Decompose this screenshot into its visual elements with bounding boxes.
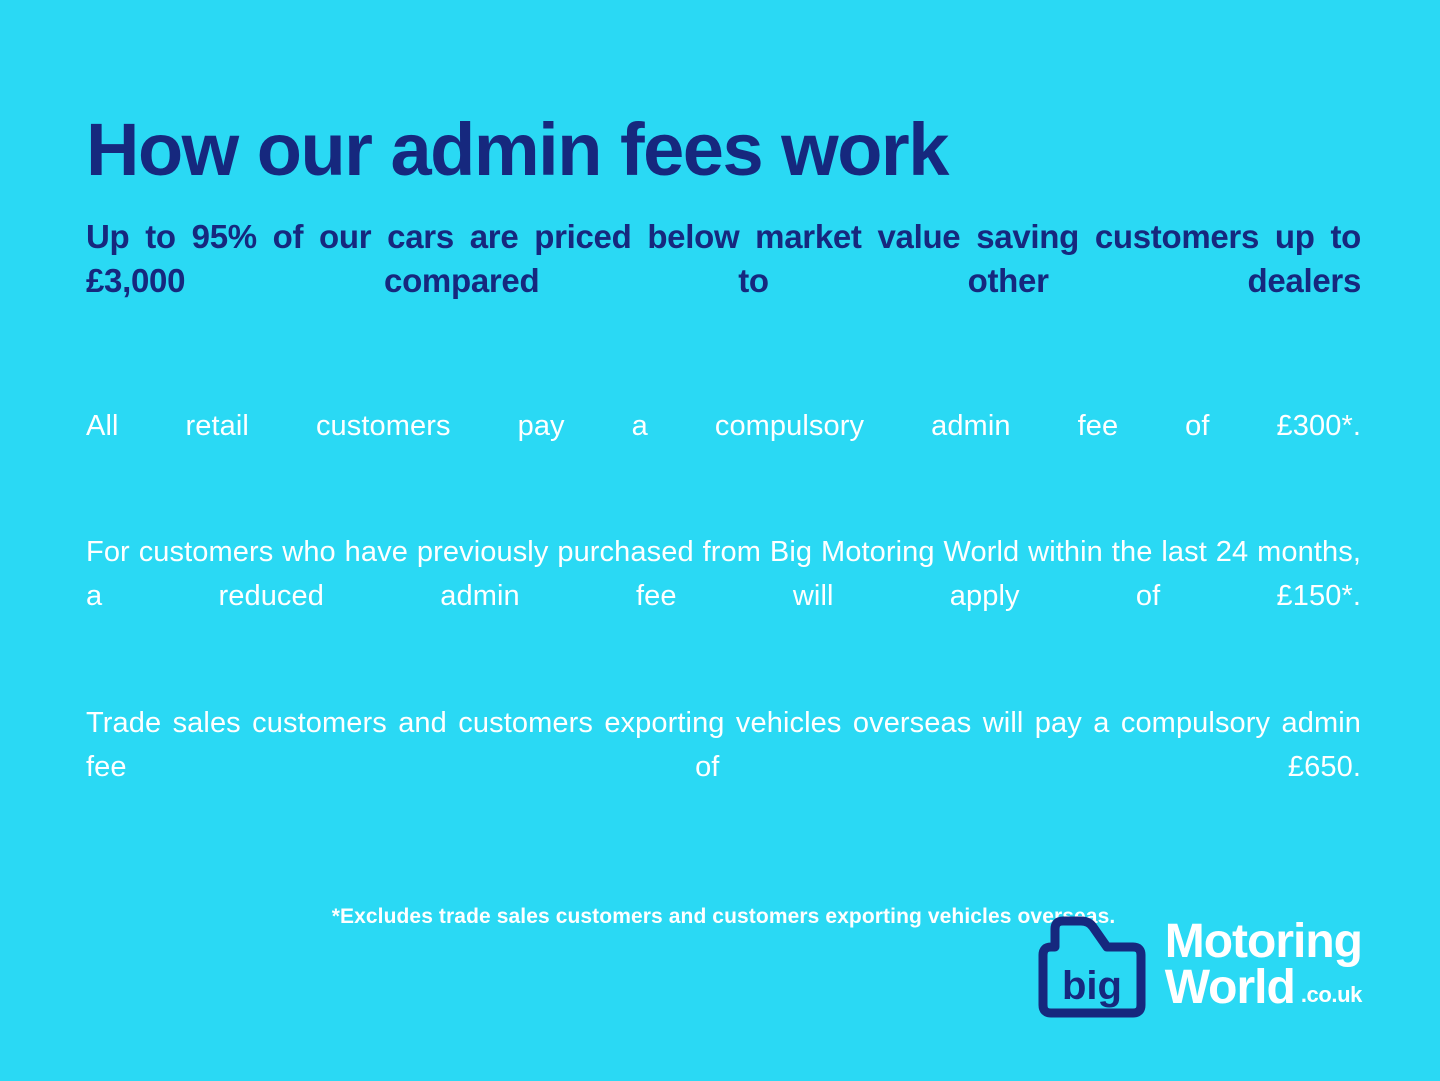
big-car-icon — [1033, 915, 1151, 1019]
paragraph-trade-export-fee: Trade sales customers and customers exporting vehicles overseas will pay a compulsory admin fee of £650. — [86, 706, 1361, 783]
brand-logo — [1033, 915, 1362, 1019]
logo-word-row — [1164, 961, 1362, 1014]
spacer-2 — [86, 492, 1364, 530]
footnote: *Excludes trade sales customers and customers exporting vehicles overseas. — [331, 904, 1116, 928]
logo-word-motoring: Motoring — [1164, 915, 1362, 969]
slide-content — [86, 0, 1364, 929]
svg-text:big: big — [1061, 964, 1122, 1008]
logo-wordmark — [1164, 915, 1362, 1014]
logo-domain-suffix: .co.uk — [1300, 981, 1362, 1007]
paragraph-retail-fee: All retail customers pay a compulsory admin fee of £300*. — [86, 410, 1361, 443]
logo-word-world: World — [1164, 961, 1295, 1014]
spacer-1 — [86, 346, 1364, 404]
subheading: Up to 95% of our cars are priced below market value saving customers up to £3,000 compared to other dealers — [86, 218, 1361, 300]
page-title: How our admin fees work — [86, 108, 948, 191]
paragraph-returning-customer-fee: For customers who have previously purchased from Big Motoring World within the last 24 months, a reduced admin fee will apply of £150*. — [86, 536, 1361, 613]
spacer-3 — [86, 663, 1364, 701]
